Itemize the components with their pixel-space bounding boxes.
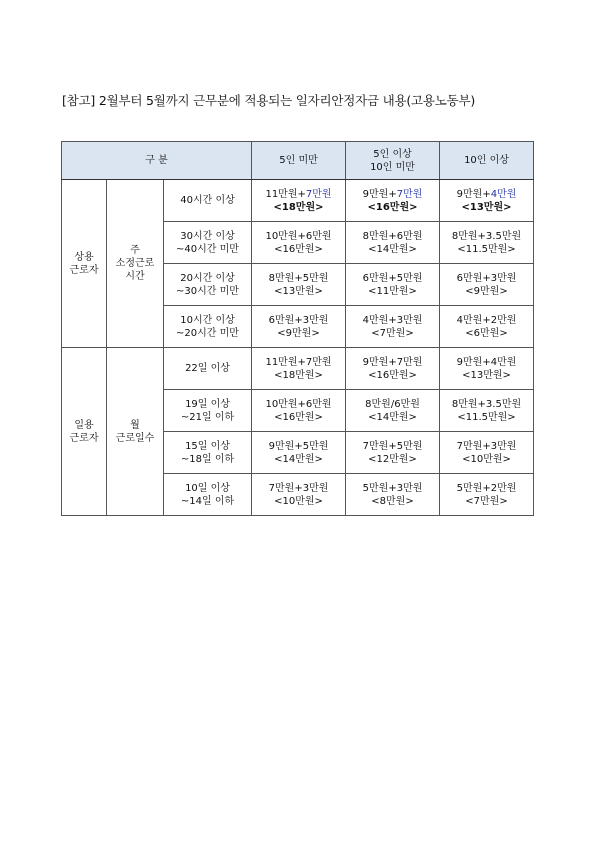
amount-cell (440, 348, 534, 390)
amount-cell (252, 222, 346, 264)
amount-total: <14만원> (368, 243, 417, 255)
amount-extra: 7만원 (305, 188, 332, 200)
amount-total: <13만원> (274, 285, 323, 297)
amount-line1: 7만원+3만원 (268, 482, 329, 494)
amount-line1: 8만원+6만원 (362, 230, 423, 242)
condition-line1: 30시간 이상 (180, 230, 235, 242)
condition-line2: ~18일 이하 (180, 453, 235, 465)
condition-cell (164, 390, 252, 432)
amount-line1: 9만원+5만원 (268, 440, 329, 452)
condition-line1: 20시간 이상 (180, 272, 235, 284)
amount-cell (252, 180, 346, 222)
condition-line1: 40시간 이상 (180, 195, 235, 206)
table-row (62, 180, 534, 222)
amount-cell (346, 348, 440, 390)
worker-type-line2: 근로자 (69, 432, 99, 444)
amount-line1: 5만원+2만원 (456, 482, 517, 494)
amount-cell (346, 432, 440, 474)
worker-type-line2: 근로자 (69, 264, 99, 276)
amount-cell (252, 432, 346, 474)
condition-line2: ~14일 이하 (180, 495, 235, 507)
condition-cell (164, 180, 252, 222)
amount-line1: 11만원+7만원 (265, 356, 332, 368)
amount-cell (440, 222, 534, 264)
worker-type-line1: 상용 (74, 251, 94, 263)
amount-cell (440, 180, 534, 222)
amount-line1: 6만원+3만원 (456, 272, 517, 284)
amount-cell (346, 390, 440, 432)
amount-base: 11만원+ (265, 188, 306, 200)
basis-weekly-hours (107, 180, 164, 348)
worker-type-daily (62, 348, 107, 516)
amount-extra: 7만원 (396, 188, 423, 200)
worker-type-line1: 일용 (74, 419, 94, 431)
condition-cell (164, 432, 252, 474)
condition-cell (164, 474, 252, 516)
amount-cell (440, 264, 534, 306)
amount-cell (440, 432, 534, 474)
amount-cell (346, 474, 440, 516)
amount-line1: 6만원+3만원 (268, 314, 329, 326)
amount-line1: 8만원+3.5만원 (451, 230, 522, 242)
amount-cell (252, 474, 346, 516)
condition-cell (164, 222, 252, 264)
condition-line1: 10일 이상 (185, 482, 230, 494)
amount-line1: 9만원+4만원 (456, 356, 517, 368)
condition-line2: ~30시간 미만 (176, 285, 239, 297)
table-row (62, 348, 534, 390)
amount-base: 9만원+ (456, 188, 491, 200)
amount-total: <9만원> (465, 285, 508, 297)
header-category: 구 분 (62, 142, 252, 180)
amount-total: <12만원> (368, 453, 417, 465)
header-5-to-10 (346, 142, 440, 180)
condition-line1: 15일 이상 (185, 440, 230, 452)
amount-total: <6만원> (465, 327, 508, 339)
subsidy-table (61, 141, 534, 516)
amount-total: <11만원> (368, 285, 417, 297)
amount-line1: 8만원/6만원 (365, 398, 420, 410)
amount-cell (252, 306, 346, 348)
amount-total: <14만원> (274, 453, 323, 465)
condition-line1: 22일 이상 (185, 363, 230, 374)
amount-total: <13만원> (461, 201, 512, 213)
amount-line1 (346, 188, 439, 201)
amount-cell (346, 264, 440, 306)
amount-cell (346, 222, 440, 264)
amount-total: <16만원> (274, 411, 323, 423)
amount-total: <7만원> (465, 495, 508, 507)
amount-total: <13만원> (462, 369, 511, 381)
condition-cell (164, 348, 252, 390)
amount-total: <8만원> (371, 495, 414, 507)
amount-line1: 10만원+6만원 (265, 398, 332, 410)
amount-total: <11.5만원> (457, 411, 516, 423)
header-5-to-10-line2: 10인 미만 (370, 161, 415, 173)
basis-monthly-days (107, 348, 164, 516)
amount-extra: 4만원 (490, 188, 517, 200)
amount-total: <18만원> (273, 201, 324, 213)
amount-total: <18만원> (274, 369, 323, 381)
condition-cell (164, 264, 252, 306)
condition-line1: 19일 이상 (185, 398, 230, 410)
amount-total: <10만원> (274, 495, 323, 507)
amount-line1: 8만원+3.5만원 (451, 398, 522, 410)
amount-line1: 5만원+3만원 (362, 482, 423, 494)
amount-cell (252, 390, 346, 432)
worker-type-regular (62, 180, 107, 348)
amount-line1: 7만원+3만원 (456, 440, 517, 452)
amount-total: <11.5만원> (457, 243, 516, 255)
basis-line2: 소정근로 (115, 258, 155, 269)
amount-cell (346, 306, 440, 348)
header-5-to-10-line1: 5인 이상 (373, 148, 412, 160)
amount-total: <9만원> (277, 327, 320, 339)
amount-total: <7만원> (371, 327, 414, 339)
table-header-row (62, 142, 534, 180)
basis-line2: 근로일수 (115, 432, 155, 444)
basis-line1: 주 (130, 245, 140, 256)
condition-line1: 10시간 이상 (180, 314, 235, 326)
amount-line1: 10만원+6만원 (265, 230, 332, 242)
amount-cell (252, 348, 346, 390)
page-title: [참고] 2월부터 5월까지 근무분에 적용되는 일자리안정자금 내용(고용노동부) (62, 93, 476, 108)
basis-line3: 시간 (125, 271, 145, 282)
amount-total: <14만원> (368, 411, 417, 423)
amount-total: <16만원> (274, 243, 323, 255)
condition-line2: ~20시간 미만 (176, 327, 239, 339)
amount-line1: 8만원+5만원 (268, 272, 329, 284)
condition-line2: ~21일 이하 (180, 411, 235, 423)
amount-cell (440, 474, 534, 516)
amount-line1: 4만원+2만원 (456, 314, 517, 326)
amount-cell (346, 180, 440, 222)
amount-line1: 4만원+3만원 (362, 314, 423, 326)
header-10-plus: 10인 이상 (440, 142, 534, 180)
amount-total: <16만원> (368, 369, 417, 381)
amount-cell (252, 264, 346, 306)
amount-line1: 7만원+5만원 (362, 440, 423, 452)
amount-cell (440, 306, 534, 348)
amount-line1 (252, 188, 345, 201)
amount-total: <10만원> (462, 453, 511, 465)
amount-line1: 6만원+5만원 (362, 272, 423, 284)
basis-line1: 월 (130, 419, 140, 431)
condition-cell (164, 306, 252, 348)
amount-cell (440, 390, 534, 432)
condition-line2: ~40시간 미만 (176, 243, 239, 255)
amount-total: <16만원> (367, 201, 418, 213)
header-under-5: 5인 미만 (252, 142, 346, 180)
amount-base: 9만원+ (362, 188, 397, 200)
amount-line1 (440, 188, 533, 201)
amount-line1: 9만원+7만원 (362, 356, 423, 368)
